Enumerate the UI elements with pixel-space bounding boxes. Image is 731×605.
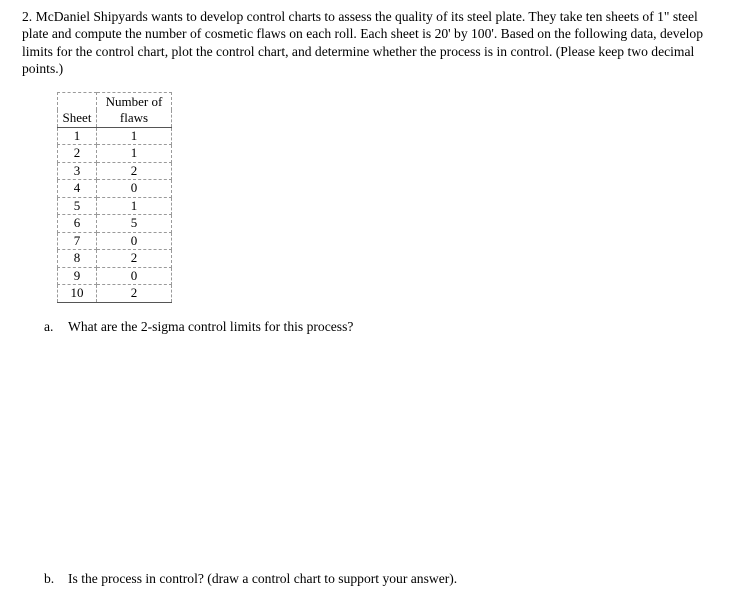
question-a-label: a. [44,319,54,334]
sheet-cell: 7 [58,232,97,250]
table-row [58,267,172,285]
question-b-label: b. [44,571,55,586]
table-row [58,145,172,163]
problem-number: 2. [22,9,33,24]
table-row [58,127,172,145]
problem-text: McDaniel Shipyards wants to develop control charts to assess the quality of its steel plate. They take ten sheets of 1" steel plate and compute the number of cosmetic flaws on each roll. Each sheet is 20' by 100'. Based on the following data, develop limits for the control chart, plot the control chart, and determine whether the process is in control. (Please keep two decimal points.) [22,9,703,76]
table-row [58,162,172,180]
sheet-cell: 5 [58,197,97,215]
sheet-header: Sheet [58,110,97,127]
table-header-row [58,93,172,111]
flaws-cell: 2 [97,250,172,268]
table-row [58,180,172,198]
sheet-cell: 4 [58,180,97,198]
table-row [58,250,172,268]
table-row [58,197,172,215]
sheet-cell: 6 [58,215,97,233]
table-header-row [58,110,172,127]
question-a [44,318,353,335]
sheet-cell: 2 [58,145,97,163]
sheet-cell: 8 [58,250,97,268]
problem-statement [22,8,716,77]
flaws-cell: 1 [97,127,172,145]
sheet-cell: 10 [58,285,97,303]
flaws-cell: 0 [97,180,172,198]
flaws-cell: 2 [97,162,172,180]
flaws-header-line2: flaws [97,110,172,127]
flaws-cell: 5 [97,215,172,233]
flaws-cell: 1 [97,197,172,215]
flaws-cell: 2 [97,285,172,303]
flaws-table [57,92,172,303]
flaws-cell: 0 [97,232,172,250]
flaws-cell: 1 [97,145,172,163]
table-row [58,285,172,303]
question-a-text: What are the 2-sigma control limits for this process? [68,319,354,334]
table-row [58,232,172,250]
question-b [44,570,457,587]
flaws-header-line1: Number of [97,93,172,111]
sheet-cell: 9 [58,267,97,285]
sheet-header-spacer [58,93,97,111]
sheet-cell: 1 [58,127,97,145]
sheet-cell: 3 [58,162,97,180]
table-row [58,215,172,233]
question-b-text: Is the process in control? (draw a control chart to support your answer). [68,571,458,586]
flaws-cell: 0 [97,267,172,285]
